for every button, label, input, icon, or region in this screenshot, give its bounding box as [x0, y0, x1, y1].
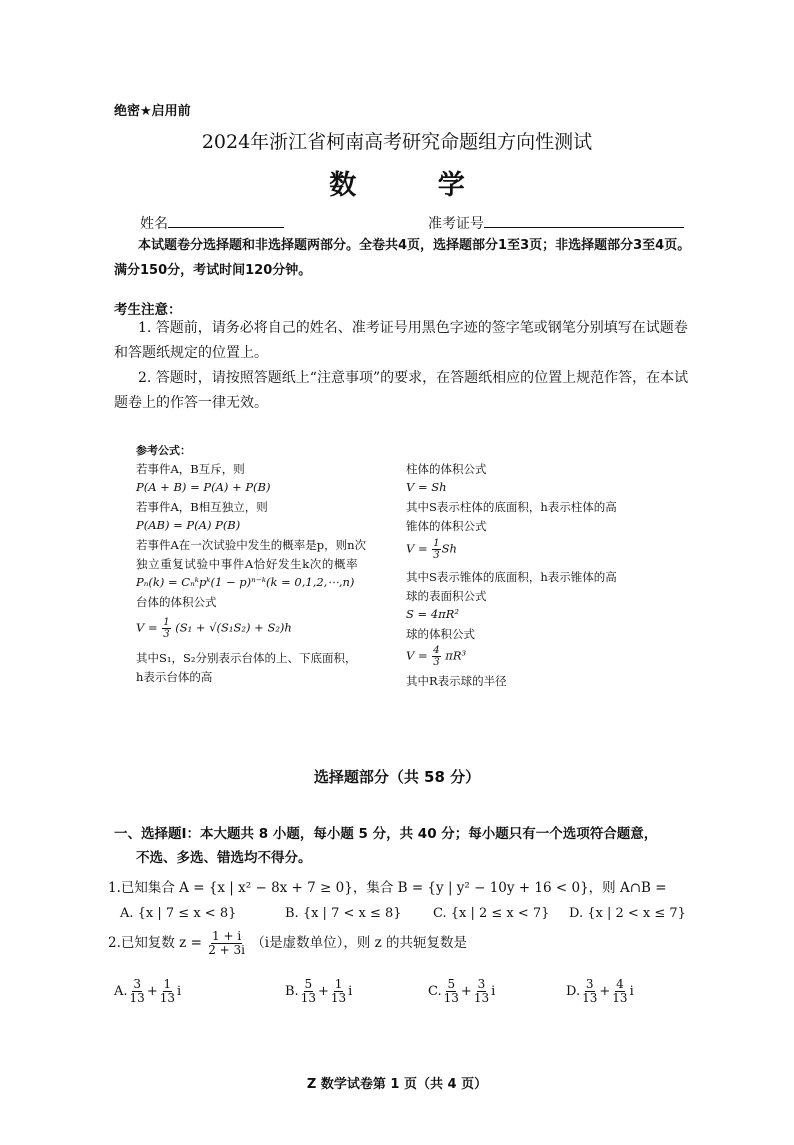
q2-d-i: i — [629, 984, 634, 999]
formulas-title: 参考公式： — [136, 444, 191, 457]
sphere-frac-den: 3 — [433, 657, 440, 668]
name-field — [140, 213, 284, 233]
name-blank — [168, 213, 284, 228]
q1-option-d: D. {x | 2 < x ≤ 7} — [569, 906, 686, 921]
formula-left-1: 若事件A，B互斥，则 — [136, 462, 245, 476]
q2-c-i: i — [491, 984, 496, 999]
frustum-frac-den: 3 — [163, 629, 170, 640]
q2-b-n2: 1 — [334, 977, 343, 991]
q2-b-d2: 13 — [330, 991, 347, 1005]
id-label: 准考证号 — [428, 216, 484, 232]
notice-item-1: 1. 答题前，请务必将自己的姓名、准考证号用黑色字迹的签字笔或钢笔分别填写在试题卷和答题纸规定的位置上。 — [114, 320, 688, 361]
q2-stem-post: （i是虚数单位），则 z 的共轭复数是 — [251, 935, 468, 951]
q2-stem-pre: 2.已知复数 z = — [108, 935, 202, 951]
q2-d-d1: 13 — [582, 991, 598, 1005]
formula-right-7: 球的表面积公式 — [406, 589, 487, 603]
sphere-expr: πR³ — [445, 648, 467, 663]
q2-b-letter: B. — [285, 984, 299, 999]
q2-a-n2: 1 — [163, 977, 172, 991]
q2-d-plus: + — [599, 984, 611, 999]
formula-right-3: 其中S表示柱体的底面积，h表示柱体的高 — [406, 500, 617, 514]
frustum-frac-num: 1 — [163, 617, 170, 628]
q2-d-n2: 4 — [616, 977, 624, 991]
cone-frac-den: 3 — [433, 550, 440, 561]
q1-option-a: A. {x | 7 ≤ x < 8} — [120, 906, 237, 921]
q2-option-c — [428, 978, 495, 1005]
q2-b-i: i — [348, 984, 353, 999]
formula-right-10 — [406, 645, 466, 668]
q1-option-b: B. {x | 7 < x ≤ 8} — [285, 906, 402, 921]
q2-a-d1: 13 — [129, 991, 145, 1005]
frustum-expr: (S₁ + √(S₁S₂) + S₂)h — [175, 620, 292, 635]
formula-right-5 — [406, 538, 457, 561]
q2-option-b — [285, 978, 352, 1005]
q2-c-d2: 13 — [473, 991, 490, 1005]
q2-c-d1: 13 — [443, 991, 459, 1005]
q2-c-letter: C. — [428, 984, 442, 999]
q2-a-i: i — [177, 984, 182, 999]
cone-frac-num: 1 — [433, 538, 440, 549]
q2-d-letter: D. — [566, 984, 581, 999]
id-blank — [484, 213, 684, 228]
question-2-stem — [108, 930, 467, 957]
q2-a-letter: A. — [114, 984, 128, 999]
formula-left-8: 台体的体积公式 — [136, 595, 217, 609]
formula-left-6: 独立重复试验中事件A恰好发生k次的概率 — [136, 557, 359, 571]
section-title: 选择题部分（共 58 分） — [313, 768, 481, 786]
formula-left-10: 其中S₁，S₂分别表示台体的上、下底面积， — [136, 651, 357, 665]
q2-b-d1: 13 — [300, 991, 316, 1005]
formula-right-1: 柱体的体积公式 — [406, 462, 487, 476]
q2-a-d2: 13 — [159, 991, 175, 1005]
question-1-stem: 1.已知集合 A = {x | x² − 8x + 7 ≥ 0}，集合 B = {y | y² − 10y + 16 < 0}，则 A∩B = — [108, 880, 667, 896]
formula-right-8: S = 4πR² — [406, 607, 459, 621]
formula-right-9: 球的体积公式 — [406, 627, 475, 641]
q2-frac-num: 1 + i — [212, 929, 242, 943]
formula-left-7: Pₙ(k) = Cₙᵏpᵏ(1 − p)ⁿ⁻ᵏ(k = 0,1,2,⋯,n) — [136, 575, 355, 589]
reference-formulas — [136, 442, 676, 692]
formula-left-3: 若事件A，B相互独立，则 — [136, 500, 268, 514]
notice-title: 考生注意： — [114, 302, 182, 318]
q2-c-n1: 5 — [447, 977, 456, 991]
formula-left-5: 若事件A在一次试验中发生的概率是p，则n次 — [136, 538, 367, 552]
q1-option-c: C. {x | 2 ≤ x < 7} — [433, 906, 550, 921]
id-field — [428, 213, 684, 233]
q2-frac-den: 2 + 3i — [208, 943, 245, 957]
part-heading-cont: 不选、多选、错选均不得分。 — [136, 850, 312, 866]
formula-right-11: 其中R表示球的半径 — [406, 674, 507, 688]
q2-option-d — [566, 978, 634, 1005]
frustum-v: V = — [136, 620, 158, 635]
formula-left-4: P(AB) = P(A) P(B) — [136, 518, 241, 532]
q2-c-plus: + — [460, 984, 472, 999]
q2-d-n1: 3 — [585, 977, 594, 991]
cone-expr: Sh — [441, 541, 457, 556]
formula-right-6: 其中S表示锥体的底面积，h表示锥体的高 — [406, 570, 617, 584]
name-label: 姓名 — [140, 216, 168, 232]
intro-paragraph: 本试题卷分选择题和非选择题两部分。全卷共4页，选择题部分1至3页；非选择题部分3至4页。满分150分，考试时间120分钟。 — [114, 238, 691, 278]
q2-d-d2: 13 — [612, 991, 628, 1005]
q2-a-n1: 3 — [133, 977, 141, 991]
q2-b-n1: 5 — [304, 977, 313, 991]
exam-title: 2024年浙江省柯南高考研究命题组方向性测试 — [201, 131, 593, 153]
q2-b-plus: + — [317, 984, 329, 999]
formula-right-2: V = Sh — [406, 480, 447, 494]
part-heading: 一、选择题Ⅰ：本大题共 8 小题，每小题 5 分，共 40 分；每小题只有一个选项符合题意， — [114, 826, 658, 842]
q2-a-plus: + — [146, 984, 158, 999]
formula-left-2: P(A + B) = P(A) + P(B) — [136, 480, 271, 494]
page-footer: Z 数学试卷第 1 页（共 4 页） — [306, 1077, 488, 1092]
confidential-mark: 绝密★启用前 — [114, 104, 191, 119]
formula-left-9 — [136, 617, 292, 640]
cone-v: V = — [406, 541, 428, 556]
subject-title: 数 学 — [329, 170, 501, 201]
notice-item-2: 2. 答题时，请按照答题纸上“注意事项”的要求，在答题纸相应的位置上规范作答，在本试题卷上的作答一律无效。 — [114, 370, 689, 411]
sphere-v: V = — [406, 648, 428, 663]
q2-c-n2: 3 — [477, 977, 486, 991]
q2-option-a — [114, 978, 181, 1005]
formula-left-11: h表示台体的高 — [136, 670, 213, 684]
sphere-frac-num: 4 — [433, 645, 440, 656]
formula-right-4: 锥体的体积公式 — [406, 519, 487, 533]
